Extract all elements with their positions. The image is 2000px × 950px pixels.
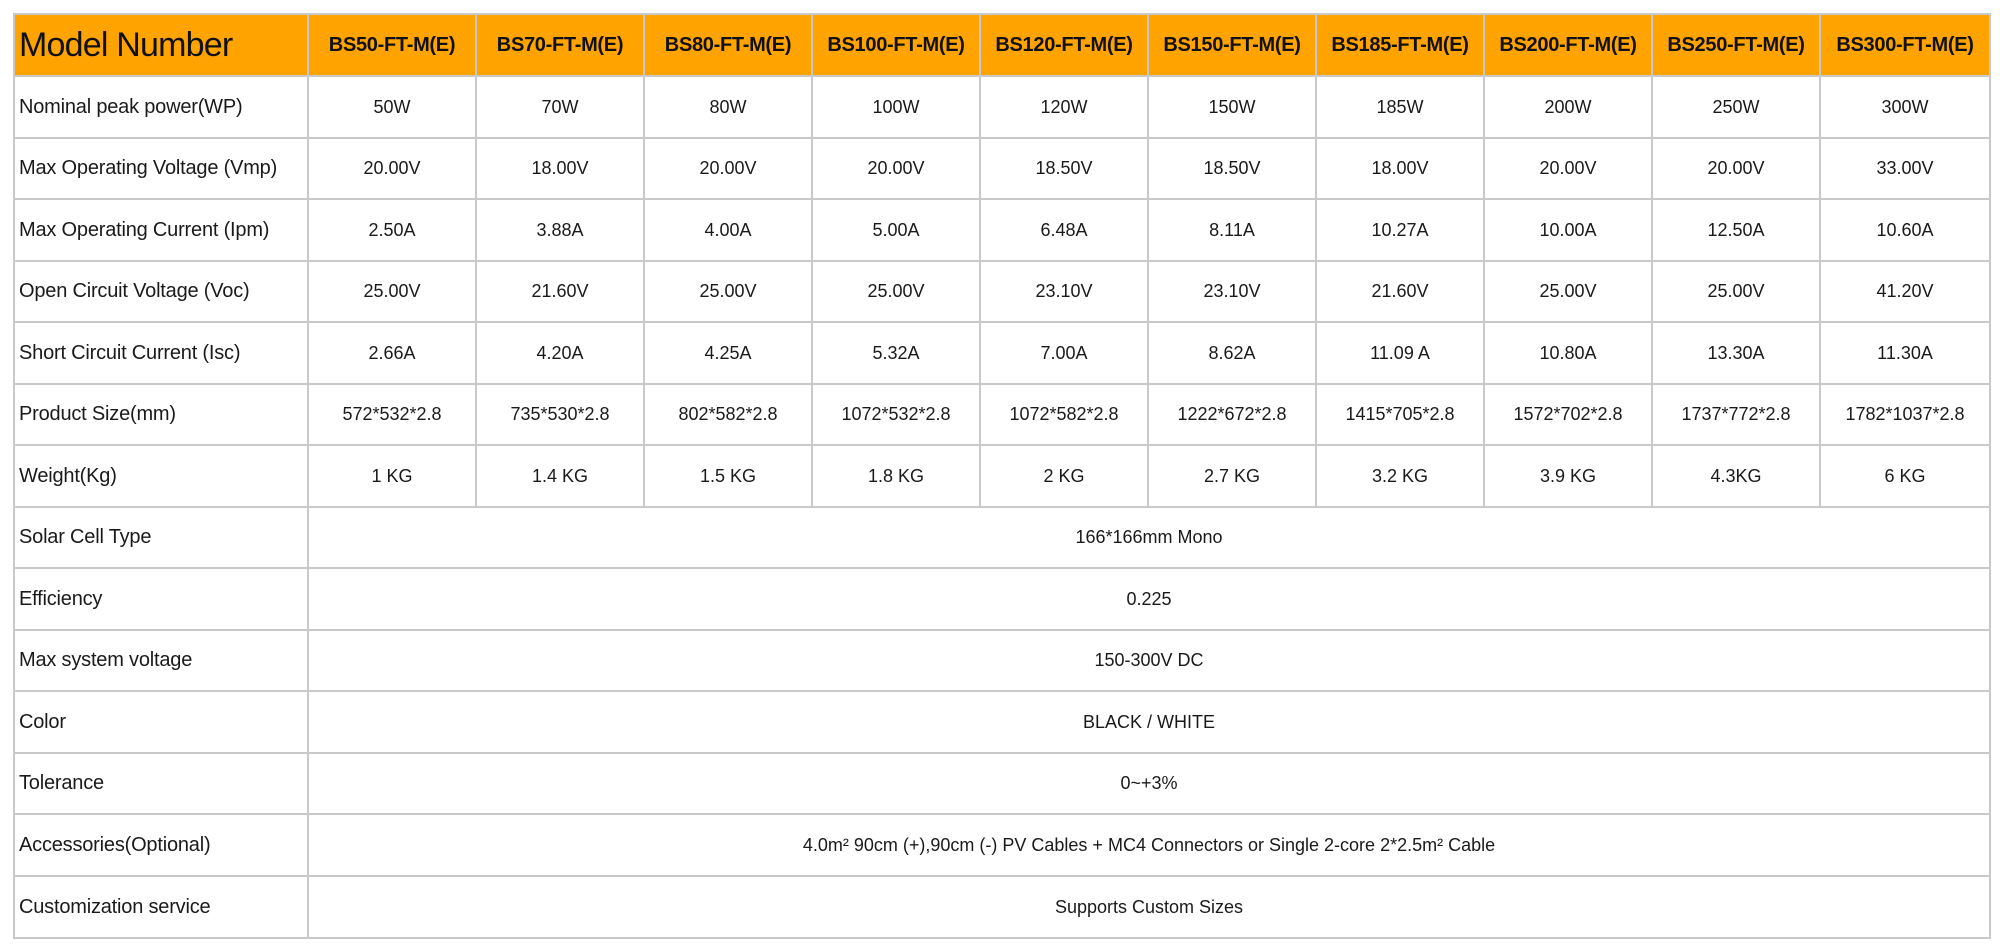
table-cell: 20.00V (1652, 138, 1820, 199)
table-cell: 3.2 KG (1316, 445, 1484, 507)
table-row (14, 261, 1990, 322)
table-cell: 11.09 A (1316, 322, 1484, 384)
model-header: BS300-FT-M(E) (1820, 14, 1990, 76)
table-cell: 100W (812, 76, 980, 138)
table-cell: 1.4 KG (476, 445, 644, 507)
table-cell: 50W (308, 76, 476, 138)
table-cell: 21.60V (1316, 261, 1484, 322)
table-cell: 4.3KG (1652, 445, 1820, 507)
model-header: BS50-FT-M(E) (308, 14, 476, 76)
table-cell: 1415*705*2.8 (1316, 384, 1484, 445)
table-row (14, 322, 1990, 384)
model-header: BS200-FT-M(E) (1484, 14, 1652, 76)
row-label: Product Size(mm) (14, 384, 308, 445)
table-cell: 10.00A (1484, 199, 1652, 261)
table-cell: 2.50A (308, 199, 476, 261)
table-cell: 3.88A (476, 199, 644, 261)
header-row (14, 14, 1990, 76)
table-cell: 20.00V (812, 138, 980, 199)
table-cell: 300W (1820, 76, 1990, 138)
table-cell: 1782*1037*2.8 (1820, 384, 1990, 445)
table-cell: 25.00V (812, 261, 980, 322)
model-header: BS150-FT-M(E) (1148, 14, 1316, 76)
merged-cell: 0.225 (308, 568, 1990, 630)
model-header: BS185-FT-M(E) (1316, 14, 1484, 76)
table-cell: 18.50V (1148, 138, 1316, 199)
merged-cell: 4.0m² 90cm (+),90cm (-) PV Cables + MC4 Connectors or Single 2-core 2*2.5m² Cable (308, 814, 1990, 876)
table-cell: 13.30A (1652, 322, 1820, 384)
table-cell: 41.20V (1820, 261, 1990, 322)
table-cell: 3.9 KG (1484, 445, 1652, 507)
table-row (14, 568, 1990, 630)
table-cell: 200W (1484, 76, 1652, 138)
table-cell: 2 KG (980, 445, 1148, 507)
table-cell: 185W (1316, 76, 1484, 138)
model-header: BS80-FT-M(E) (644, 14, 812, 76)
row-label: Open Circuit Voltage (Voc) (14, 261, 308, 322)
table-cell: 4.20A (476, 322, 644, 384)
merged-cell: BLACK / WHITE (308, 691, 1990, 753)
row-label: Accessories(Optional) (14, 814, 308, 876)
table-cell: 250W (1652, 76, 1820, 138)
table-cell: 11.30A (1820, 322, 1990, 384)
table-cell: 1737*772*2.8 (1652, 384, 1820, 445)
table-cell: 572*532*2.8 (308, 384, 476, 445)
table-row (14, 691, 1990, 753)
table-cell: 5.00A (812, 199, 980, 261)
table-cell: 1.5 KG (644, 445, 812, 507)
table-cell: 12.50A (1652, 199, 1820, 261)
table-cell: 7.00A (980, 322, 1148, 384)
table-cell: 25.00V (1484, 261, 1652, 322)
table-cell: 1 KG (308, 445, 476, 507)
table-cell: 18.00V (476, 138, 644, 199)
table-cell: 150W (1148, 76, 1316, 138)
table-cell: 2.7 KG (1148, 445, 1316, 507)
table-cell: 1.8 KG (812, 445, 980, 507)
table-row (14, 445, 1990, 507)
spec-table (13, 13, 1991, 939)
merged-cell: 0~+3% (308, 753, 1990, 814)
table-row (14, 507, 1990, 568)
row-label: Max Operating Voltage (Vmp) (14, 138, 308, 199)
table-cell: 5.32A (812, 322, 980, 384)
table-cell: 20.00V (644, 138, 812, 199)
table-row (14, 814, 1990, 876)
table-cell: 33.00V (1820, 138, 1990, 199)
table-cell: 802*582*2.8 (644, 384, 812, 445)
table-cell: 10.60A (1820, 199, 1990, 261)
table-cell: 10.27A (1316, 199, 1484, 261)
model-header: BS120-FT-M(E) (980, 14, 1148, 76)
table-cell: 4.00A (644, 199, 812, 261)
row-label: Color (14, 691, 308, 753)
table-cell: 18.00V (1316, 138, 1484, 199)
row-label: Nominal peak power(WP) (14, 76, 308, 138)
table-cell: 25.00V (1652, 261, 1820, 322)
table-cell: 1072*582*2.8 (980, 384, 1148, 445)
row-label: Weight(Kg) (14, 445, 308, 507)
table-cell: 735*530*2.8 (476, 384, 644, 445)
table-row (14, 138, 1990, 199)
table-cell: 10.80A (1484, 322, 1652, 384)
table-cell: 25.00V (308, 261, 476, 322)
table-row (14, 384, 1990, 445)
table-cell: 120W (980, 76, 1148, 138)
merged-cell: 166*166mm Mono (308, 507, 1990, 568)
table-cell: 25.00V (644, 261, 812, 322)
table-cell: 20.00V (308, 138, 476, 199)
table-row (14, 876, 1990, 938)
table-cell: 2.66A (308, 322, 476, 384)
merged-cell: Supports Custom Sizes (308, 876, 1990, 938)
table-cell: 6.48A (980, 199, 1148, 261)
model-number-header: Model Number (14, 14, 308, 76)
row-label: Solar Cell Type (14, 507, 308, 568)
row-label: Tolerance (14, 753, 308, 814)
table-cell: 6 KG (1820, 445, 1990, 507)
table-cell: 4.25A (644, 322, 812, 384)
row-label: Short Circuit Current (Isc) (14, 322, 308, 384)
table-cell: 1222*672*2.8 (1148, 384, 1316, 445)
row-label: Customization service (14, 876, 308, 938)
table-cell: 8.11A (1148, 199, 1316, 261)
model-header: BS70-FT-M(E) (476, 14, 644, 76)
table-cell: 23.10V (1148, 261, 1316, 322)
table-cell: 18.50V (980, 138, 1148, 199)
table-cell: 20.00V (1484, 138, 1652, 199)
model-header: BS250-FT-M(E) (1652, 14, 1820, 76)
table-row (14, 76, 1990, 138)
row-label: Max system voltage (14, 630, 308, 691)
row-label: Efficiency (14, 568, 308, 630)
table-cell: 8.62A (1148, 322, 1316, 384)
table-cell: 70W (476, 76, 644, 138)
spec-table-body (14, 14, 1990, 938)
table-row (14, 753, 1990, 814)
model-header: BS100-FT-M(E) (812, 14, 980, 76)
table-row (14, 199, 1990, 261)
table-row (14, 630, 1990, 691)
table-cell: 1072*532*2.8 (812, 384, 980, 445)
table-cell: 23.10V (980, 261, 1148, 322)
merged-cell: 150-300V DC (308, 630, 1990, 691)
row-label: Max Operating Current (Ipm) (14, 199, 308, 261)
table-cell: 80W (644, 76, 812, 138)
table-cell: 1572*702*2.8 (1484, 384, 1652, 445)
table-cell: 21.60V (476, 261, 644, 322)
